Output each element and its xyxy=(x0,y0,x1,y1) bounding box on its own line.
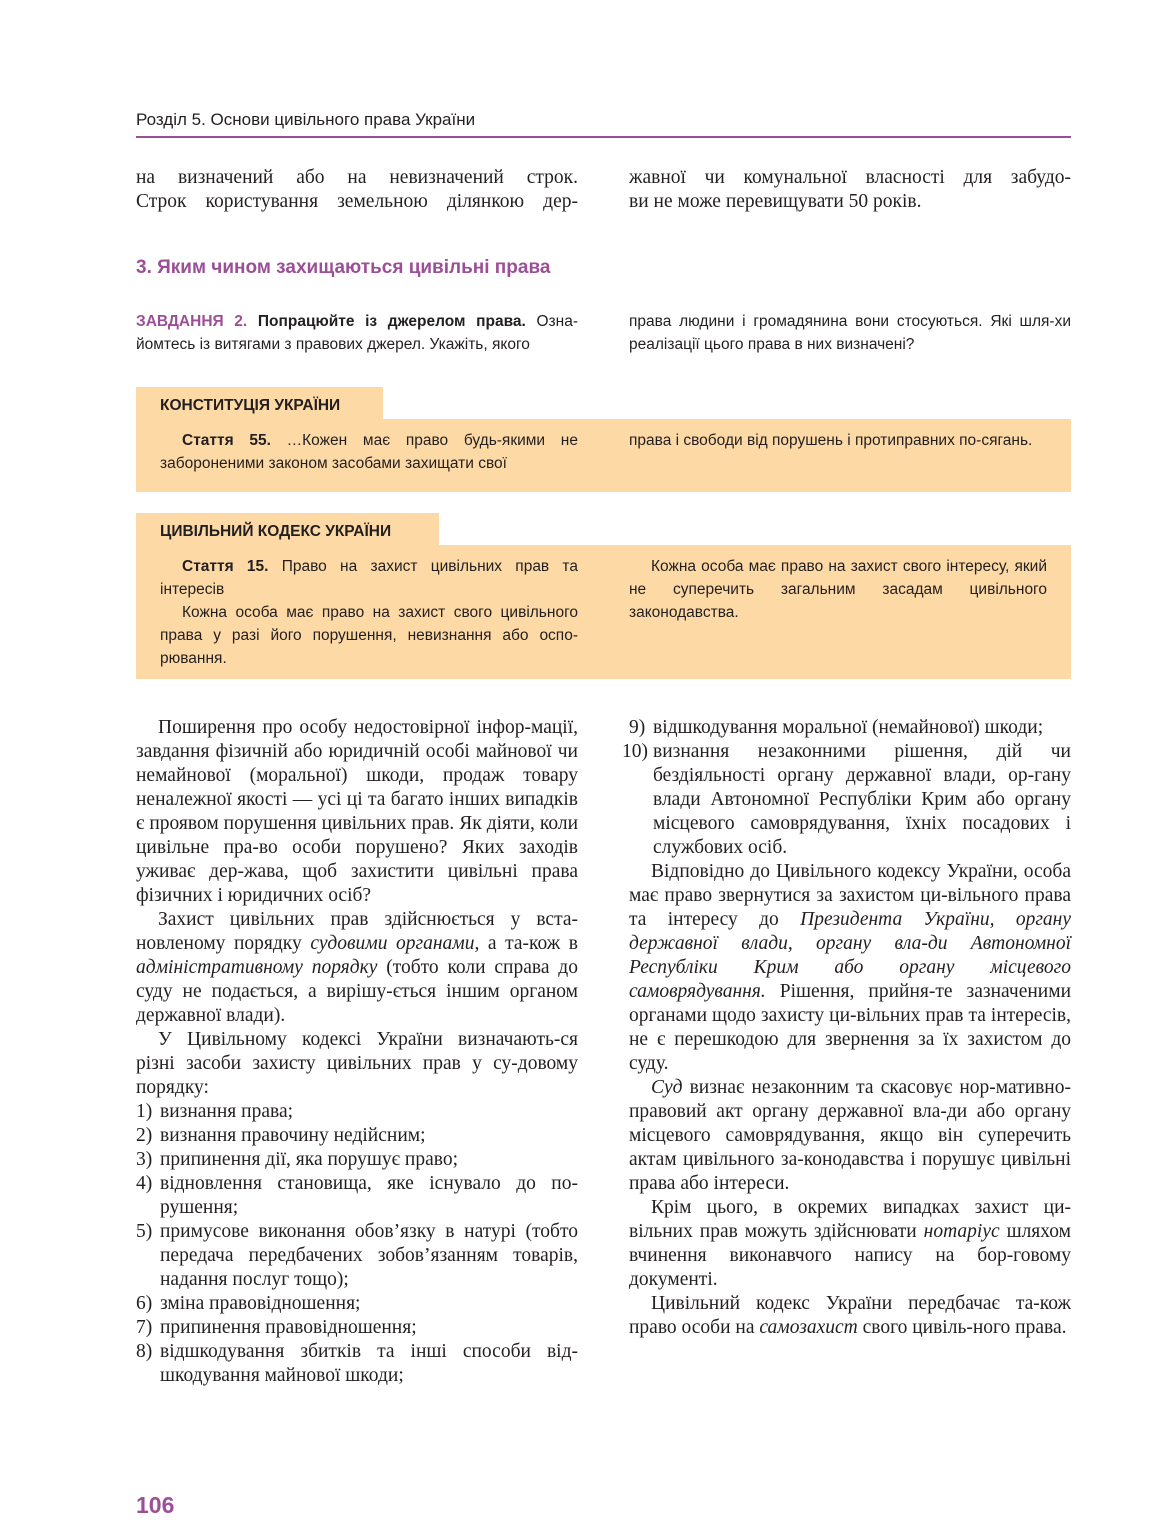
task-bold: Попрацюйте із джерелом права. xyxy=(257,313,526,330)
intro-left xyxy=(136,166,578,214)
constitution-box-title xyxy=(136,387,383,420)
intro-left-line-1: на визначений або на невизначений строк. xyxy=(136,167,578,188)
constitution-right-text: права і свободи від порушень і протиправних по-сягань. xyxy=(629,432,1033,449)
intro-left-line-2: Строк користування земельною ділянкою дер- xyxy=(136,191,578,212)
constitution-box-title-text: КОНСТИТУЦІЯ УКРАЇНИ xyxy=(160,397,341,414)
running-header-title: Розділ 5. Основи цивільного права України xyxy=(136,110,476,129)
running-header xyxy=(136,110,1071,138)
task-right-text: права людини і громадянина вони стосуються. Які шля-хи реалізації цього права в них визначені? xyxy=(629,313,1071,353)
list-item: 8) відшкодування збитків та інші способи від-шкодування майнової шкоди; xyxy=(136,1341,578,1386)
body-right-column xyxy=(622,716,1071,1340)
body-right-paragraph-1: Відповідно до Цивільного кодексу України, особа має право звернутися за захистом ци-вільного права та інтересу до Президента України, органу державної влади, органу вла-ди Автономної Республіки Крим або органу місцевого самоврядування. Рішення, прийня-те зазначеними органами щодо захисту ци-вільних прав та інтересів, не є перешкодою для звернення за їх захистом до суду. xyxy=(629,861,1072,1074)
list-item: 2) визнання правочину недійсним; xyxy=(136,1125,426,1146)
remedies-list-left xyxy=(136,1100,578,1388)
list-item: 3) припинення дії, яка порушує право; xyxy=(136,1149,459,1170)
body-left-paragraph-1: Поширення про особу недостовірної інфор-мації, завдання фізичній або юридичній особі майнової чи немайнової (моральної) шкоди, продаж товару неналежної якості — усі ці та багато інших випадків є проявом порушення цивільних прав. Як діяти, коли цивільне пра-во особи порушено? Яких заходів уживає дер-жава, щоб захистити цивільні права фізичних і юридичних осіб? xyxy=(136,717,578,906)
civil-code-box xyxy=(136,545,1071,679)
civil-code-right-para: Кожна особа має право на захист свого інтересу, який не суперечить загальним засадам цивільного законодавства. xyxy=(629,558,1047,621)
constitution-article: Стаття 55. xyxy=(182,432,271,449)
list-item: 9) відшкодування моральної (немайнової) шкоди; xyxy=(629,717,1044,738)
civil-code-box-left xyxy=(160,555,578,670)
list-item: 4) відновлення становища, яке існувало до по-рушення; xyxy=(136,1173,578,1218)
civil-code-article-title: Право на захист цивільних прав та інтересів xyxy=(160,558,578,598)
civil-code-box-right xyxy=(629,555,1047,624)
remedies-list-right xyxy=(622,716,1071,860)
constitution-left-text: …Кожен має право будь-якими не забороненими законом засобами захищати свої xyxy=(160,432,578,472)
list-item: 6) зміна правовідношення; xyxy=(136,1293,361,1314)
constitution-box-right xyxy=(629,429,1047,452)
list-item: 10) визнання незаконними рішення, дій чи бездіяльності органу державної влади, ор-гану влади Автономної Республіки Крим або органу місцевого самоврядування, їхніх посадових і службових осіб. xyxy=(622,741,1071,858)
task-label: ЗАВДАННЯ 2. xyxy=(136,313,248,330)
intro-right-line-1: жавної чи комунальної власності для забудо- xyxy=(629,167,1071,188)
body-right-paragraph-3: Крім цього, в окремих випадках захист ци-вільних прав можуть здійснювати нотаріус шляхом вчинення виконавчого напису на бор-говому документі. xyxy=(629,1197,1072,1290)
page-number: 106 xyxy=(136,1492,175,1518)
intro-right xyxy=(629,166,1071,214)
body-left-paragraph-2: Захист цивільних прав здійснюється у вста-новленому порядку судовими органами, а та-кож в адміністративному порядку (тобто коли справа до суду не подається, а вирішу-ється іншим органом державної влади). xyxy=(136,909,579,1026)
task-left-text: Озна-йомтесь із витягами з правових джерел. Укажіть, якого xyxy=(136,313,578,353)
civil-code-box-title-text: ЦИВІЛЬНИЙ КОДЕКС УКРАЇНИ xyxy=(160,523,392,540)
body-right-paragraph-2: Суд визнає незаконним та скасовує нор-мативно-правовий акт органу державної вла-ди або органу місцевого самоврядування, якщо він суперечить актам цивільного за-конодавства і порушує цивільні права або інтереси. xyxy=(629,1077,1071,1194)
list-item: 5) примусове виконання обов’язку в натурі (тобто передача передбачених зобов’язанням товарів, надання послуг тощо); xyxy=(136,1221,578,1290)
task-left xyxy=(136,310,578,356)
civil-code-article: Стаття 15. xyxy=(182,558,269,575)
body-right-paragraph-4: Цивільний кодекс України передбачає та-кож право особи на самозахист свого цивіль-ного права. xyxy=(629,1293,1071,1338)
constitution-box xyxy=(136,419,1071,492)
body-left-paragraph-3: У Цивільному кодексі України визначають-ся різні засоби захисту цивільних прав у су-довому порядку: xyxy=(136,1029,578,1098)
civil-code-left-para: Кожна особа має право на захист свого цивільного права у разі його порушення, невизнання або оспо-рювання. xyxy=(160,604,578,667)
task-right xyxy=(629,310,1071,356)
constitution-box-left xyxy=(160,429,578,475)
civil-code-box-title xyxy=(136,513,439,546)
section-title: 3. Яким чином захищаються цивільні права xyxy=(136,257,551,278)
list-item: 1) визнання права; xyxy=(136,1101,294,1122)
body-left-column xyxy=(136,716,578,1388)
intro-right-line-2: ви не може перевищувати 50 років. xyxy=(629,191,922,212)
list-item: 7) припинення правовідношення; xyxy=(136,1317,417,1338)
